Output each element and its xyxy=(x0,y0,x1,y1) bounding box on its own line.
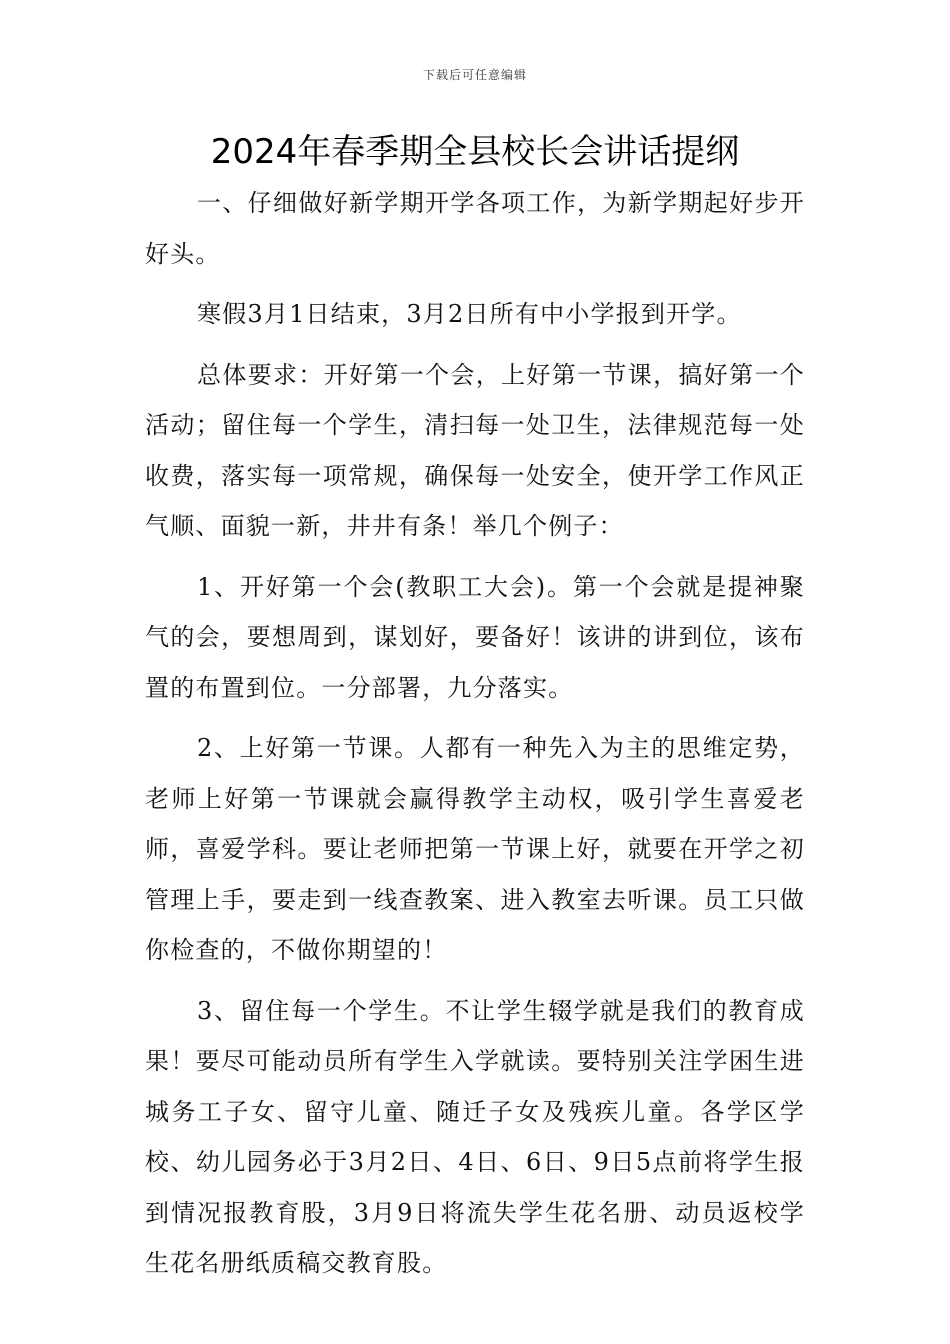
document-title: 2024年春季期全县校长会讲话提纲 xyxy=(210,132,740,172)
document-body xyxy=(145,178,805,1289)
paragraph-item-1: 1、开好第一个会(教职工大会)。第一个会就是提神聚气的会，要想周到，谋划好，要备好！该讲的讲到位，该布置的布置到位。一分部署，九分落实。 xyxy=(145,572,805,702)
paragraph-item-3: 3、留住每一个学生。不让学生辍学就是我们的教育成果！要尽可能动员所有学生入学就读。要特别关注学困生进城务工子女、留守儿童、随迁子女及残疾儿童。各学区学校、幼儿园务必于3月2日、4日、6日、9日5点前将学生报到情况报教育股，3月9日将流失学生花名册、动员返校学生花名册纸质稿交教育股。 xyxy=(145,996,805,1277)
header-note: 下载后可任意编辑 xyxy=(422,68,527,82)
paragraph-section-one: 一、仔细做好新学期开学各项工作，为新学期起好步开好头。 xyxy=(145,189,805,268)
paragraph-item-2: 2、上好第一节课。人都有一种先入为主的思维定势，老师上好第一节课就会赢得教学主动权，吸引学生喜爱老师，喜爱学科。要让老师把第一节课上好，就要在开学之初管理上手，要走到一线查教案、进入教室去听课。员工只做你检查的，不做你期望的！ xyxy=(145,734,805,964)
paragraph-schedule: 寒假3月1日结束，3月2日所有中小学报到开学。 xyxy=(197,300,742,328)
paragraph-overall-requirements: 总体要求：开好第一个会，上好第一节课，搞好第一个活动；留住每一个学生，清扫每一处卫生，法律规范每一处收费，落实每一项常规，确保每一处安全，使开学工作风正气顺、面貌一新，井井有条！举几个例子： xyxy=(145,360,805,540)
